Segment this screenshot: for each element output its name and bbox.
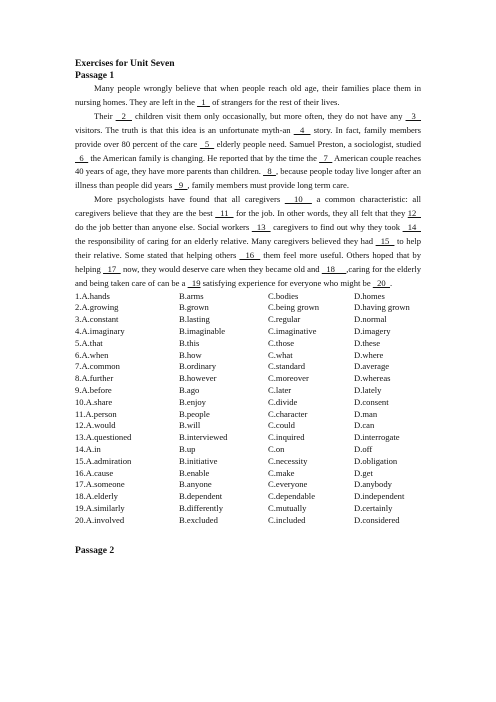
option-choice: C.later [268,384,292,395]
option-choice: C.what [268,349,293,360]
option-row [75,397,421,409]
option-choice: 17.A.someone [75,479,125,490]
option-choice: 10.A.share [75,396,113,407]
option-choice: 6.A.when [75,349,109,360]
paragraph-text: story. In fact, family members provide over 80 percent of the care [75,124,422,149]
option-row [75,444,421,456]
passage-2-heading: Passage 2 [75,544,115,556]
option-choice: 12.A.would [75,420,116,431]
paragraph-text: caregivers to find out why they took [270,222,403,233]
option-choice: C.moreover [268,373,309,384]
answer-blank[interactable]: 13 [251,222,271,233]
option-choice: C.on [268,443,285,454]
option-choice: 4.A.imaginary [75,325,125,336]
option-choice: C.mutually [268,502,307,513]
passage-1-paragraph-3 [75,193,421,290]
option-row [75,302,421,314]
option-row [75,479,421,491]
answer-blank[interactable]: 20 [372,277,390,288]
option-choice: D.independent [354,491,405,502]
paragraph-text: for the job. In other words, they all felt that they [233,208,408,219]
paragraph-text: ,caring for the elderly and being taken care of can be a [75,263,422,288]
option-choice: C.imaginative [268,325,317,336]
option-choice: D.interrogate [354,432,400,443]
option-row [75,468,421,480]
option-choice: 18.A.elderly [75,491,118,502]
option-choice: C.standard [268,361,305,372]
option-choice: C.included [268,514,306,525]
option-choice: 1.A.hands [75,290,110,301]
answer-blank[interactable]: 14 [402,222,421,233]
option-choice: 14.A.in [75,443,101,454]
option-row [75,326,421,338]
answer-blank[interactable]: 7 [319,152,333,163]
option-choice: B.however [179,373,217,384]
paragraph-text: them feel more useful. Others hoped that by helping [75,249,421,274]
option-choice: B.grown [179,302,209,313]
option-choice: 16.A.cause [75,467,114,478]
paragraph-text: . [390,277,393,288]
option-row [75,432,421,444]
option-choice: 20.A.involved [75,514,125,525]
option-choice: 5.A.that [75,337,103,348]
option-choice: B.enable [179,467,210,478]
option-choice: D.whereas [354,373,391,384]
answer-blank[interactable]: 2 [115,110,132,121]
option-row [75,385,421,397]
answer-blank[interactable]: 5 [199,138,215,149]
option-choice: C.everyone [268,479,308,490]
option-choice: 11.A.person [75,408,117,419]
option-choice: D.anybody [354,479,392,490]
answer-blank[interactable]: 11 [215,208,234,219]
option-choice: B.anyone [179,479,212,490]
option-row [75,291,421,303]
paragraph-text: now, they would deserve care when they became old and [120,263,322,274]
option-choice: 2.A.growing [75,302,119,313]
option-choice: C.dependable [268,491,316,502]
option-choice: 9.A.before [75,384,112,395]
passage-1-heading: Passage 1 [75,70,115,81]
paragraph-text: the responsibility of caring for an elderly relative. Many caregivers believed they had [75,235,376,246]
option-choice: B.dependent [179,491,223,502]
option-choice: B.this [179,337,200,348]
page-title: Exercises for Unit Seven [75,58,175,69]
option-choice: B.ago [179,384,200,395]
option-choice: B.enjoy [179,396,206,407]
option-choice: B.initiative [179,455,218,466]
option-choice: D.man [354,408,378,419]
option-row [75,409,421,421]
option-choice: B.differently [179,502,223,513]
option-choice: B.lasting [179,314,210,325]
answer-blank[interactable]: 16 [239,249,261,260]
option-row [75,456,421,468]
answer-blank[interactable]: 10 [284,194,312,205]
option-choice: D.average [354,361,390,372]
option-choice: B.arms [179,290,204,301]
answer-blank[interactable]: 1 [197,96,210,107]
option-row [75,350,421,362]
answer-blank[interactable]: 15 [375,235,395,246]
option-choice: C.those [268,337,295,348]
answer-blank[interactable]: 19 [187,277,201,288]
paragraph-text: do the job better than anyone else. Social workers [75,222,252,233]
option-choice: D.considered [354,514,400,525]
paragraph-text: children visit them only occasionally, but more often, they do not have any [131,110,406,121]
paragraph-text: , because people today live longer after an illness than people did years [75,166,422,191]
option-choice: D.where [354,349,384,360]
exercise-page [75,58,421,557]
option-row [75,338,421,350]
option-choice: C.make [268,467,295,478]
paragraph-text: American couple reaches 40 years of age, they have more parents than children. [75,152,422,177]
option-choice: 3.A.constant [75,314,119,325]
answer-blank[interactable]: 12 [407,208,421,219]
passage-1-paragraph-2 [75,110,421,193]
option-choice: C.bodies [268,290,299,301]
option-choice: 8.A.further [75,373,114,384]
option-row [75,420,421,432]
option-choice: C.inquired [268,432,305,443]
paragraph-text: Their [94,110,116,121]
option-choice: D.having grown [354,302,410,313]
option-choice: 19.A.similarly [75,502,125,513]
option-choice: C.necessity [268,455,308,466]
option-choice: C.character [268,408,308,419]
option-choice: 7.A.common [75,361,120,372]
paragraph-text: a common characteristic: all caregivers believe that they are the best [75,194,422,219]
option-choice: D.off [354,443,373,454]
answer-blank[interactable]: 8 [263,166,276,177]
passage-1-paragraph-1 [75,82,421,110]
option-choice: B.how [179,349,202,360]
option-row [75,373,421,385]
option-choice: B.will [179,420,201,431]
option-choice: 15.A.admiration [75,455,132,466]
paragraph-text: of strangers for the rest of their lives. [209,96,340,107]
option-choice: B.excluded [179,514,218,525]
option-choice: D.lately [354,384,382,395]
option-choice: C.could [268,420,295,431]
paragraph-text: elderly people need. Samuel Preston, a sociologist, studied [214,138,422,149]
option-row [75,491,421,503]
option-choice: B.imaginable [179,325,226,336]
option-choice: B.people [179,408,210,419]
option-choice: D.normal [354,314,387,325]
paragraph-text: to help their relative. Some stated that helping others [75,235,422,260]
paragraph-text: Many people wrongly believe that when people reach old age, their families place them in nursing homes. They are left in the [75,83,421,107]
paragraph-text: , family members must provide long term care. [187,180,349,191]
answer-options-list [75,291,421,527]
answer-blank[interactable]: 9 [174,180,188,191]
answer-blank[interactable]: 3 [405,110,422,121]
answer-blank[interactable]: 4 [293,124,311,135]
option-row [75,314,421,326]
option-choice: D.obligation [354,455,398,466]
option-choice: D.can [354,420,375,431]
option-row [75,503,421,515]
paragraph-text: visitors. The truth is that this idea is an unfortunate myth-an [75,124,294,135]
option-choice: D.get [354,467,373,478]
option-row [75,515,421,527]
option-choice: B.interviewed [179,432,228,443]
option-choice: 13.A.questioned [75,432,132,443]
option-choice: B.up [179,443,196,454]
answer-blank[interactable]: 17 [103,263,121,274]
option-choice: D.homes [354,290,385,301]
option-choice: D.imagery [354,325,391,336]
answer-blank[interactable]: 18 [321,263,347,274]
option-choice: D.consent [354,396,389,407]
option-choice: C.divide [268,396,298,407]
option-choice: B.ordinary [179,361,216,372]
answer-blank[interactable]: 6 [75,152,89,163]
option-choice: C.regular [268,314,301,325]
paragraph-text: satisfying experience for everyone who might be [200,277,373,288]
paragraph-text: the American family is changing. He reported that by the time the [88,152,320,163]
paragraph-text: More psychologists have found that all caregivers [94,194,285,205]
option-choice: D.these [354,337,381,348]
option-row [75,361,421,373]
option-choice: C.being grown [268,302,320,313]
option-choice: D.certainly [354,502,393,513]
